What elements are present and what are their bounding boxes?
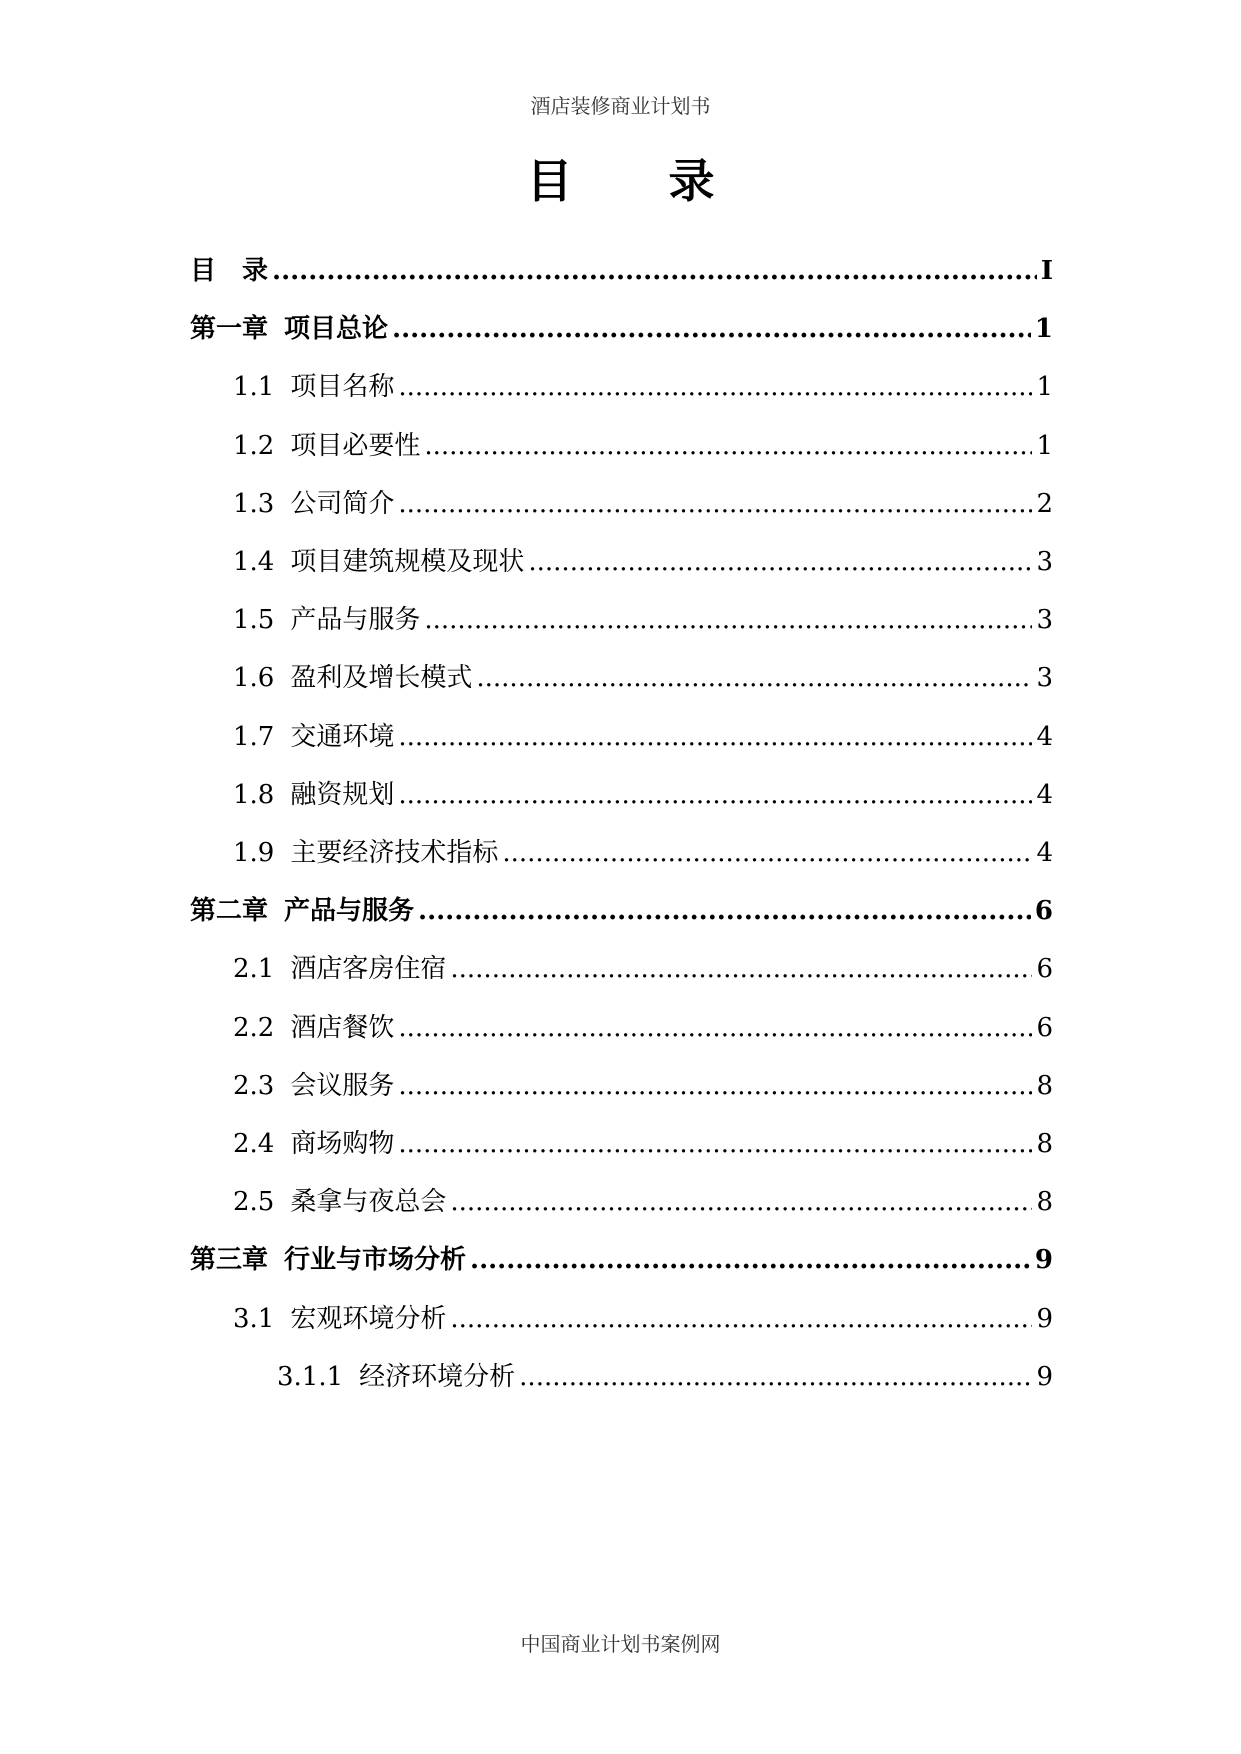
toc-entry-title: 会议服务 bbox=[290, 1070, 395, 1101]
toc-entry[interactable] bbox=[233, 1298, 1053, 1338]
toc-leader-dots bbox=[476, 663, 1032, 693]
toc-entry-title: 桑拿与夜总会 bbox=[290, 1187, 447, 1218]
toc-entry-number: 1.4 bbox=[233, 547, 275, 577]
toc-entry[interactable] bbox=[233, 832, 1053, 872]
toc-entry[interactable] bbox=[233, 1123, 1053, 1163]
toc-entry[interactable] bbox=[233, 599, 1053, 639]
toc-entry-title: 项目建筑规模及现状 bbox=[290, 547, 525, 577]
toc-entry[interactable] bbox=[233, 948, 1053, 988]
toc-entry[interactable] bbox=[233, 1181, 1053, 1221]
toc-entry-number: 2.2 bbox=[233, 1012, 275, 1043]
toc-entry-number: 3.1.1 bbox=[277, 1361, 344, 1392]
toc-leader-dots bbox=[398, 780, 1032, 810]
toc-leader-dots bbox=[450, 954, 1032, 984]
toc-entry[interactable] bbox=[190, 308, 1053, 348]
toc-entry-number: 目 bbox=[190, 256, 217, 286]
running-header: 酒店装修商业计划书 bbox=[530, 94, 711, 118]
toc-entry-number: 2.4 bbox=[233, 1129, 275, 1159]
toc-leader-dots bbox=[450, 1187, 1032, 1217]
toc-entry-title: 行业与市场分析 bbox=[284, 1245, 467, 1276]
toc-entry-title: 交通环境 bbox=[290, 721, 395, 752]
toc-entry-page: 8 bbox=[1036, 1187, 1053, 1218]
toc-entry-page: 8 bbox=[1036, 1129, 1053, 1159]
page-title: 目 录 bbox=[526, 154, 755, 208]
toc-entry[interactable] bbox=[233, 483, 1053, 523]
toc-leader-dots bbox=[470, 1245, 1031, 1275]
toc-entry-title: 酒店餐饮 bbox=[290, 1012, 395, 1043]
toc-entry-page: 6 bbox=[1034, 896, 1053, 927]
toc-entry-title: 产品与服务 bbox=[290, 605, 421, 636]
toc-entry-page: 3 bbox=[1036, 547, 1053, 577]
toc-entry-page: 3 bbox=[1036, 605, 1053, 636]
toc-leader-dots bbox=[424, 431, 1032, 461]
toc-entry[interactable] bbox=[190, 890, 1053, 930]
toc-entry-title: 宏观环境分析 bbox=[290, 1303, 447, 1334]
toc-leader-dots bbox=[398, 372, 1032, 402]
toc-leader-dots bbox=[424, 605, 1032, 635]
toc-entry[interactable] bbox=[233, 541, 1053, 581]
toc-entry-page: 2 bbox=[1036, 488, 1053, 519]
toc-entry-title: 经济环境分析 bbox=[359, 1361, 516, 1392]
toc-entry-number: 2.1 bbox=[233, 954, 275, 985]
toc-entry-page: 3 bbox=[1036, 663, 1053, 694]
toc-leader-dots bbox=[502, 838, 1032, 868]
toc-entry-number: 第三章 bbox=[190, 1245, 269, 1276]
toc-entry-title: 主要经济技术指标 bbox=[290, 838, 499, 868]
toc-entry[interactable] bbox=[233, 1007, 1053, 1047]
toc-entry-title: 项目必要性 bbox=[290, 430, 421, 461]
toc-entry[interactable] bbox=[233, 366, 1053, 406]
toc-entry-number: 1.9 bbox=[233, 838, 275, 868]
toc-entry[interactable] bbox=[190, 1239, 1053, 1279]
toc-entry-page: 4 bbox=[1036, 838, 1053, 868]
toc-leader-dots bbox=[398, 1071, 1032, 1101]
toc-entry-title: 盈利及增长模式 bbox=[290, 663, 473, 694]
toc-entry-page: 8 bbox=[1036, 1070, 1053, 1101]
toc-leader-dots bbox=[519, 1362, 1032, 1392]
toc-entry-number: 2.5 bbox=[233, 1187, 275, 1218]
toc-entry-number: 1.7 bbox=[233, 721, 275, 752]
toc-entry[interactable] bbox=[233, 1065, 1053, 1105]
toc-entry-title: 公司简介 bbox=[290, 488, 395, 519]
toc-leader-dots bbox=[398, 1129, 1032, 1159]
toc-entry-number: 3.1 bbox=[233, 1303, 275, 1334]
toc-leader-dots bbox=[398, 489, 1032, 519]
toc-entry-title: 商场购物 bbox=[290, 1129, 395, 1159]
toc-entry-title: 项目名称 bbox=[290, 372, 395, 403]
toc-entry-number: 1.6 bbox=[233, 663, 275, 694]
toc-entry-page: 6 bbox=[1036, 954, 1053, 985]
toc-entry-title: 项目总论 bbox=[284, 314, 389, 345]
toc-entry-page: 6 bbox=[1036, 1012, 1053, 1043]
toc-entry-title: 录 bbox=[242, 256, 269, 286]
toc-leader-dots bbox=[528, 547, 1032, 577]
toc-entry-number: 1.8 bbox=[233, 779, 275, 810]
toc-leader-dots bbox=[398, 722, 1032, 752]
toc-entry-title: 产品与服务 bbox=[284, 896, 415, 927]
toc-leader-dots bbox=[418, 896, 1031, 926]
toc-entry-number: 1.5 bbox=[233, 605, 275, 636]
toc-leader-dots bbox=[398, 1013, 1032, 1043]
toc-entry-number: 1.3 bbox=[233, 488, 275, 519]
toc-entry[interactable] bbox=[233, 716, 1053, 756]
toc-entry[interactable] bbox=[190, 250, 1053, 290]
toc-entry-number: 第二章 bbox=[190, 896, 269, 927]
toc-entry-page: 9 bbox=[1036, 1361, 1053, 1392]
toc-entry[interactable] bbox=[233, 657, 1053, 697]
toc-entry-number: 1.2 bbox=[233, 430, 275, 461]
toc-entry-page: 4 bbox=[1036, 721, 1053, 752]
toc-entry-page: 1 bbox=[1036, 372, 1053, 403]
toc-entry-page: 9 bbox=[1036, 1303, 1053, 1334]
toc-entry-title: 酒店客房住宿 bbox=[290, 954, 447, 985]
toc-leader-dots bbox=[272, 256, 1037, 286]
toc-entry-number: 2.3 bbox=[233, 1070, 275, 1101]
running-footer: 中国商业计划书案例网 bbox=[520, 1632, 721, 1656]
toc-entry[interactable] bbox=[277, 1356, 1053, 1396]
toc-leader-dots bbox=[450, 1304, 1032, 1334]
toc-entry-number: 1.1 bbox=[233, 372, 275, 403]
toc-entry-page: 1 bbox=[1036, 430, 1053, 461]
toc-entry-page: I bbox=[1040, 256, 1053, 286]
toc-entry-page: 9 bbox=[1034, 1245, 1053, 1276]
toc-entry[interactable] bbox=[233, 774, 1053, 814]
toc-entry-title: 融资规划 bbox=[290, 779, 395, 810]
toc-entry-page: 4 bbox=[1036, 779, 1053, 810]
toc-entry-number: 第一章 bbox=[190, 314, 269, 345]
toc-leader-dots bbox=[392, 314, 1031, 344]
toc-entry[interactable] bbox=[233, 425, 1053, 465]
toc-entry-page: 1 bbox=[1034, 314, 1053, 345]
